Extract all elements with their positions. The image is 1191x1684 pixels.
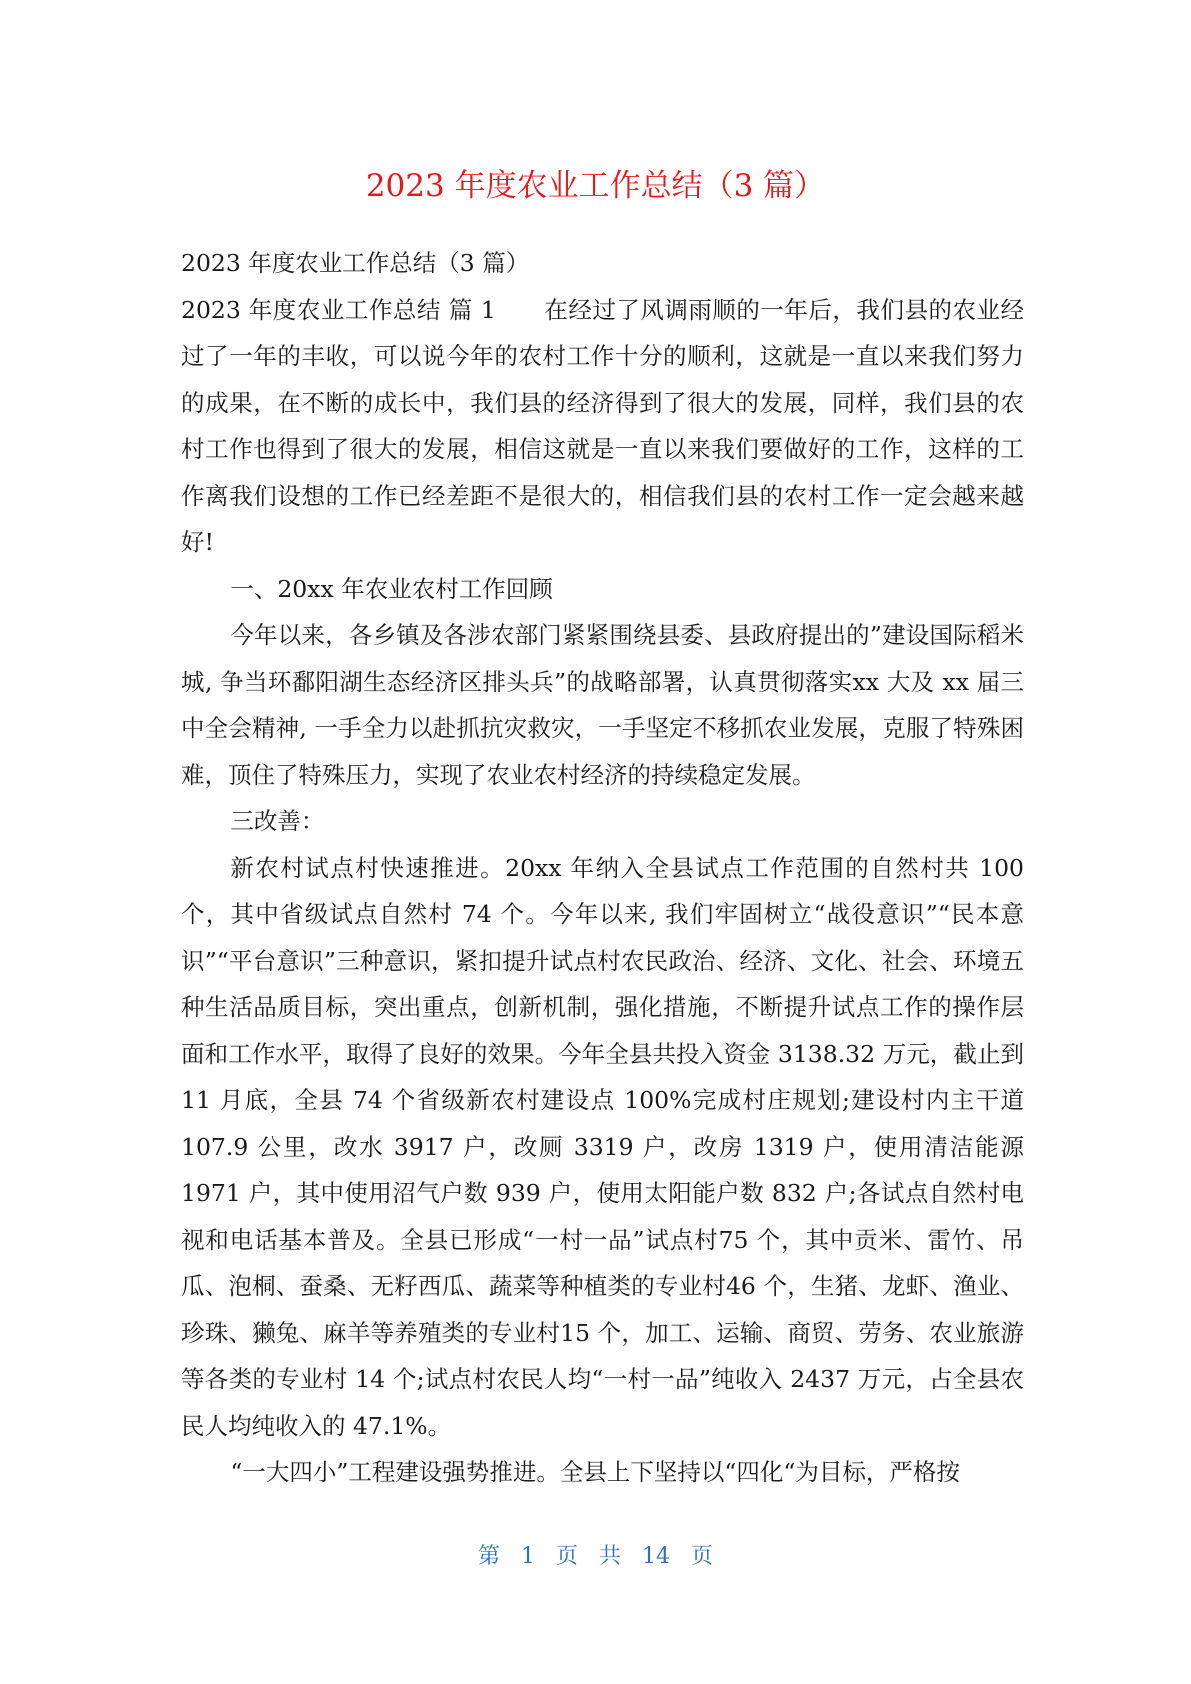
intro-paragraph: 2023 年度农业工作总结 篇 1 在经过了风调雨顺的一年后，我们县的农业经过了一年的丰收，可以说今年的农村工作十分的顺利，这就是一直以来我们努力的成果，在不断的成长中，我们县的经济得到了很大的发展，同样，我们县的农村工作也得到了很大的发展，相信这就是一直以来我们要做好的工作，这样的工作离我们设想的工作已经差距不是很大的，相信我们县的农村工作一定会越来越好! bbox=[181, 295, 1024, 556]
document-body bbox=[181, 240, 1024, 1496]
subtitle-paragraph: 2023 年度农业工作总结（3 篇） bbox=[181, 249, 530, 277]
page-footer: 第 1 页 共 14 页 bbox=[478, 1544, 713, 1569]
review-paragraph: 今年以来，各乡镇及各涉农部门紧紧围绕县委、县政府提出的”建设国际稻米城, 争当环鄱阳湖生态经济区排头兵”的战略部署，认真贯彻落实xx 大及 xx 届三中全会精神, 一手全力以赴抓抗灾救灾，一手坚定不移抓农业发展，克服了特殊困难，顶住了特殊压力，实现了农业农村经济的持续稳定发展。 bbox=[181, 621, 1024, 789]
section-heading: 一、20xx 年农业农村工作回顾 bbox=[230, 574, 553, 603]
project-paragraph: “一大四小”工程建设强势推进。全县上下坚持以“四化“为目标，严格按 bbox=[230, 1458, 960, 1486]
pilot-village-paragraph: 新农村试点村快速推进。20xx 年纳入全县试点工作范围的自然村共 100 个，其中省级试点自然村 74 个。今年以来, 我们牢固树立“战役意识”“民本意识”“平台意识”三种意识，紧扣提升试点村农民政治、经济、文化、社会、环境五种生活品质目标，突出重点，创新机制，强化措施，不断提升试点工作的操作层面和工作水平，取得了良好的效果。今年全县共投入资金 3138.32 万元，截止到 11 月底，全县 74 个省级新农村建设点 100%完成村庄规划;建设村内主干道 107.9 公里，改水 3917 户，改厕 3319 户，改房 1319 户，使用清洁能源 1971 户，其中使用沼气户数 939 户，使用太阳能户数 832 户;各试点自然村电视和电话基本普及。全县已形成“一村一品”试点村75 个，其中贡米、雷竹、吊瓜、泡桐、蚕桑、无籽西瓜、蔬菜等种植类的专业村46 个，生猪、龙虾、渔业、珍珠、獭兔、麻羊等养殖类的专业村15 个，加工、运输、商贸、劳务、农业旅游等各类的专业村 14 个;试点村农民人均“一村一品”纯收入 2437 万元，占全县农民人均纯收入的 47.1%。 bbox=[181, 853, 1024, 1440]
page-title: 2023 年度农业工作总结（3 篇） bbox=[365, 168, 826, 204]
subsection-heading: 三改善： bbox=[230, 807, 325, 835]
